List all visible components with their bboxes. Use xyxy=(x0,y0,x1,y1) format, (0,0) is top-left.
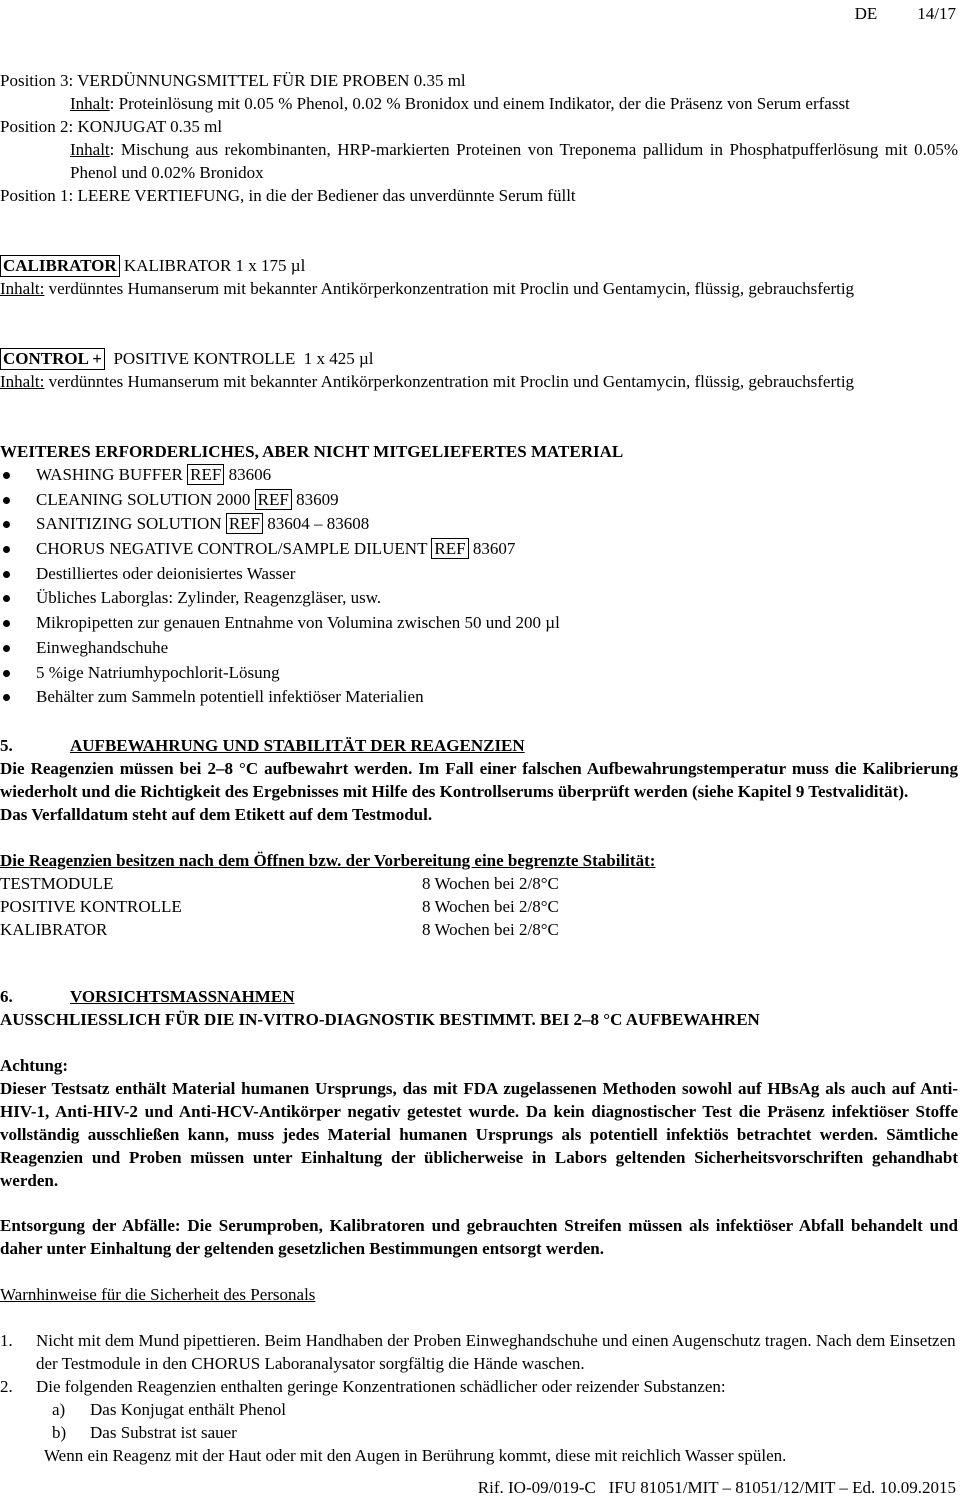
stability-item-name: TESTMODULE xyxy=(0,874,114,893)
material-section xyxy=(0,440,958,710)
material-item xyxy=(0,611,958,636)
material-item xyxy=(0,661,958,686)
warning-subitem xyxy=(0,1421,958,1444)
material-item xyxy=(0,488,958,513)
warnings-block xyxy=(0,1283,958,1306)
material-item xyxy=(0,586,958,611)
stability-row xyxy=(0,918,958,941)
bullet-icon xyxy=(3,521,10,528)
stability-row xyxy=(0,895,958,918)
material-name: SANITIZING SOLUTION xyxy=(36,514,226,534)
warning-item xyxy=(0,1329,958,1375)
section-6-heading xyxy=(0,985,958,1008)
material-item xyxy=(0,562,958,587)
ivd-subtitle: AUSSCHLIESSLICH FÜR DIE IN-VITRO-DIAGNOSTIK BESTIMMT. BEI 2–8 °C AUFBEWAHREN xyxy=(0,1010,760,1029)
position-3-title: Position 3: VERDÜNNUNGSMITTEL FÜR DIE PROBEN 0.35 ml xyxy=(0,71,466,90)
achtung-label: Achtung: xyxy=(0,1056,69,1075)
warning-text: Die folgenden Reagenzien enthalten geringe Konzentrationen schädlicher oder reizender Substanzen: xyxy=(36,1377,726,1396)
position-2-title: Position 2: KONJUGAT 0.35 ml xyxy=(0,117,223,136)
warning-text: Nicht mit dem Mund pipettieren. Beim Handhaben der Proben Einweghandschuhe und einen Augenschutz tragen. Nach dem Einsetzen der Testmodule in den CHORUS Laboranalysator sorgfältig die Hände waschen. xyxy=(36,1331,956,1373)
position-2-content xyxy=(0,138,958,184)
section-title: VORSICHTSMASSNAHMEN xyxy=(70,987,295,1006)
section-title: AUFBEWAHRUNG UND STABILITÄT DER REAGENZIEN xyxy=(70,736,525,755)
subitem-letter: b) xyxy=(52,1423,67,1442)
warnings-list xyxy=(0,1329,958,1467)
material-name: Destilliertes oder deionisiertes Wasser xyxy=(36,563,296,583)
bullet-icon xyxy=(3,497,10,504)
entsorgung-block xyxy=(0,1214,958,1260)
material-heading: WEITERES ERFORDERLICHES, ABER NICHT MITGELIEFERTES MATERIAL xyxy=(0,442,624,461)
achtung-text: Dieser Testsatz enthält Material humanen Ursprungs, das mit FDA zugelassenen Methoden sowohl auf HBsAg als auch auf Anti-HIV-1, Anti-HIV-2 und Anti-HCV-Antikörper negativ getestet wurde. Da kein diagnostischer Test die Präsenz infektiöser Stoffe vollständig ausschließen kann, muss jedes Material humanen Ursprungs als potentiell infektiös betrachtet werden. Sämtliche Reagenzien und Proben müssen unter Einhaltung der üblicherweise in Labors geltenden Sicherheitsvorschriften gehandhabt werden. xyxy=(0,1079,958,1190)
calibrator-content xyxy=(0,277,958,300)
material-item xyxy=(0,463,958,488)
warning-number: 1. xyxy=(0,1331,13,1350)
inhalt-text: : Proteinlösung mit 0.05 % Phenol, 0.02 % Bronidox und einem Indikator, der die Präsenz von Serum erfasst xyxy=(109,94,850,113)
stability-table xyxy=(0,872,958,941)
achtung-block xyxy=(0,1054,958,1192)
bullet-icon xyxy=(3,670,10,677)
calibrator-title xyxy=(0,254,958,277)
inhalt-text: : Mischung aus rekombinanten, HRP-markierten Proteinen von Treponema pallidum in Phosphatpufferlösung mit 0.05% Phenol und 0.02% Bronidox xyxy=(70,140,958,182)
stability-item-value: 8 Wochen bei 2/8°C xyxy=(422,920,559,939)
bullet-icon xyxy=(3,595,10,602)
material-name: Mikropipetten zur genauen Entnahme von Volumina zwischen 50 und 200 µl xyxy=(36,613,560,633)
material-ref-number: 83606 xyxy=(224,465,272,484)
section-5 xyxy=(0,734,958,941)
calibrator-title-text: KALIBRATOR 1 x 175 µl xyxy=(119,256,306,275)
section-number: 5. xyxy=(0,736,13,755)
warning-number: 2. xyxy=(0,1377,13,1396)
subitem-letter: a) xyxy=(52,1400,66,1419)
closing-note: Wenn ein Reagenz mit der Haut oder mit den Augen in Berührung kommt, diese mit reichlich Wasser spülen. xyxy=(44,1446,787,1465)
calibrator-block xyxy=(0,254,958,300)
material-ref-number: 83607 xyxy=(468,539,516,559)
calibrator-symbol-box: CALIBRATOR xyxy=(0,255,120,277)
warnings-heading: Warnhinweise für die Sicherheit des Personals xyxy=(0,1285,316,1304)
bullet-icon xyxy=(3,571,10,578)
control-symbol-box: CONTROL + xyxy=(0,348,105,370)
ref-symbol-box: REF xyxy=(255,489,292,510)
material-item xyxy=(0,636,958,661)
positions-block xyxy=(0,69,958,207)
material-list xyxy=(0,463,958,710)
bullet-icon xyxy=(3,472,10,479)
material-name: CLEANING SOLUTION 2000 xyxy=(36,489,255,509)
material-name: CHORUS NEGATIVE CONTROL/SAMPLE DILUENT xyxy=(36,539,432,559)
inhalt-text: verdünntes Humanserum mit bekannter Antikörperkonzentration mit Proclin und Gentamycin, flüssig, gebrauchsfertig xyxy=(44,372,855,391)
ref-symbol-box: REF xyxy=(226,513,263,534)
control-title xyxy=(0,347,958,370)
material-name: 5 %ige Natriumhypochlorit-Lösung xyxy=(36,662,280,682)
inhalt-label: Inhalt: xyxy=(0,279,45,298)
material-item xyxy=(0,512,958,537)
page-number: 14/17 xyxy=(917,4,956,23)
inhalt-text: verdünntes Humanserum mit bekannter Antikörperkonzentration mit Proclin und Gentamycin, flüssig, gebrauchsfertig xyxy=(44,279,855,298)
material-name: Einweghandschuhe xyxy=(36,637,169,657)
bullet-icon xyxy=(3,694,10,701)
section-6 xyxy=(0,985,958,1031)
control-block xyxy=(0,347,958,393)
stability-item-value: 8 Wochen bei 2/8°C xyxy=(422,874,559,893)
control-content xyxy=(0,370,958,393)
stability-row xyxy=(0,872,958,895)
stability-item-value: 8 Wochen bei 2/8°C xyxy=(422,897,559,916)
subitem-text: Das Konjugat enthält Phenol xyxy=(90,1400,286,1419)
bullet-icon xyxy=(3,645,10,652)
material-name: Behälter zum Sammeln potentiell infektiöser Materialien xyxy=(36,687,424,707)
material-name: Übliches Laborglas: Zylinder, Reagenzgläser, usw. xyxy=(36,588,382,608)
warning-subitem xyxy=(0,1398,958,1421)
inhalt-label: Inhalt xyxy=(70,94,110,113)
entsorgung-text: Entsorgung der Abfälle: Die Serumproben, Kalibratoren und gebrauchten Streifen müssen als infektiöser Abfall behandelt und daher unter Einhaltung der geltenden gesetzlichen Bestimmungen entsorgt werden. xyxy=(0,1216,958,1258)
material-item xyxy=(0,537,958,562)
stability-item-name: POSITIVE KONTROLLE xyxy=(0,897,182,916)
inhalt-label: Inhalt: xyxy=(0,372,45,391)
control-title-text: POSITIVE KONTROLLE 1 x 425 µl xyxy=(104,349,374,368)
stability-item-name: KALIBRATOR xyxy=(0,920,108,939)
material-name: WASHING BUFFER xyxy=(36,465,188,484)
storage-paragraph: Die Reagenzien müssen bei 2–8 °C aufbewahrt werden. Im Fall einer falschen Aufbewahrungstemperatur muss die Kalibrierung wiederholt und die Richtigkeit des Ergebnisses mit Hilfe des Kontrollserums überprüft werden (siehe Kapitel 9 Testvalidität). xyxy=(0,759,958,801)
material-item xyxy=(0,685,958,710)
material-ref-number: 83609 xyxy=(291,489,339,509)
position-1-title: Position 1: LEERE VERTIEFUNG, in die der Bediener das unverdünnte Serum füllt xyxy=(0,186,576,205)
section-number: 6. xyxy=(0,987,13,1006)
stability-heading: Die Reagenzien besitzen nach dem Öffnen bzw. der Vorbereitung eine begrenzte Stabilität: xyxy=(0,851,656,870)
page-footer: Rif. IO-09/019-C IFU 81051/MIT – 81051/12/MIT – Ed. 10.09.2015 xyxy=(477,1478,956,1497)
material-ref-number: 83604 – 83608 xyxy=(263,514,370,534)
subitem-text: Das Substrat ist sauer xyxy=(90,1423,237,1442)
warning-item xyxy=(0,1375,958,1398)
language-code: DE xyxy=(854,4,878,23)
expiry-paragraph: Das Verfalldatum steht auf dem Etikett auf dem Testmodul. xyxy=(0,805,433,824)
position-3-content xyxy=(0,92,958,115)
page-header xyxy=(815,2,956,25)
inhalt-label: Inhalt xyxy=(70,140,110,159)
bullet-icon xyxy=(3,546,10,553)
bullet-icon xyxy=(3,620,10,627)
ref-symbol-box: REF xyxy=(187,464,224,485)
ref-symbol-box: REF xyxy=(431,538,468,559)
section-5-heading xyxy=(0,734,958,757)
